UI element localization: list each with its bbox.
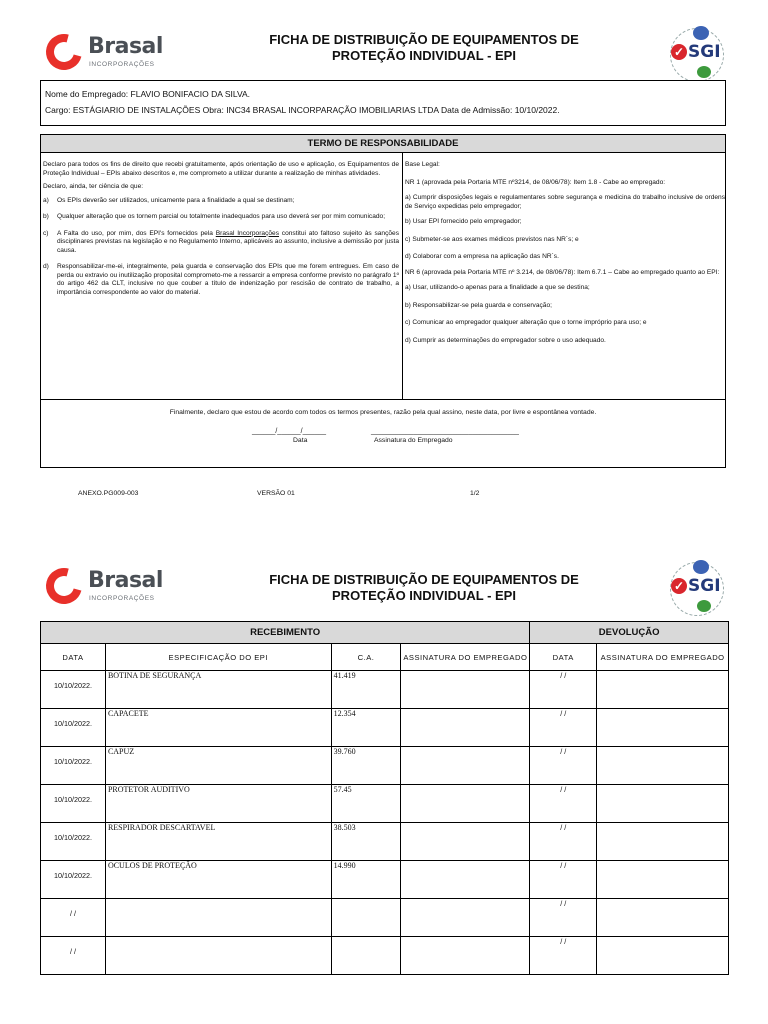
termo-item-b: b) Qualquer alteração que os tornem parcial ou totalmente inadequados para uso deverá ser por mim comunicado; <box>43 213 386 220</box>
legal-nr6-d: d) Cumprir as determinações do empregador sobre o uso adequado. <box>405 336 606 344</box>
brand-sub: INCORPORAÇÕES <box>89 61 155 68</box>
cell-spec: RESPIRADOR DESCARTAVEL <box>105 823 331 861</box>
col-ca: C.A. <box>331 644 401 671</box>
annex-code: ANEXO.PG009-003 <box>78 490 139 497</box>
brasal-logo <box>40 564 170 608</box>
brasal-logo <box>40 30 170 74</box>
cell-ca: 38.503 <box>331 823 401 861</box>
table-row <box>41 709 729 747</box>
cell-return-signature <box>597 823 729 861</box>
cell-ca <box>331 937 401 975</box>
signature-line: ______________________________________ <box>371 428 519 435</box>
cell-date: 10/10/2022. <box>41 785 106 823</box>
legal-nr1-c: c) Submeter-se aos exames médicos previstos nas NR´s; e <box>405 235 579 243</box>
page1-header <box>40 26 728 78</box>
cell-spec: CAPACETE <box>105 709 331 747</box>
cell-signature <box>401 747 530 785</box>
brasal-ring-icon <box>39 27 88 76</box>
brasal-ring-icon <box>39 561 88 610</box>
title-line2: PROTEÇÃO INDIVIDUAL - EPI <box>332 48 516 63</box>
table-row <box>41 671 729 709</box>
col-return-date: DATA <box>530 644 597 671</box>
termo-heading: TERMO DE RESPONSABILIDADE <box>41 135 725 153</box>
termo-intro: Declaro para todos os fins de direito que recebi gratuitamente, após orientação de uso e aplicação, os Equipamentos de Proteção Individual – EPIs abaixo descritos e, me comprometo a utilizar durante a realização de minhas atividades. <box>43 161 399 177</box>
date-label: Data <box>293 437 308 444</box>
legal-nr6-a: a) Usar, utilizando-o apenas para a finalidade a que se destina; <box>405 284 590 291</box>
cell-return-date: / / <box>530 747 597 785</box>
sgi-label: SGI <box>688 42 721 62</box>
signature-label: Assinatura do Empregado <box>374 437 453 444</box>
cell-return-date: / / <box>530 823 597 861</box>
group-recebimento: RECEBIMENTO <box>41 622 530 644</box>
termo-item-c: c) A Falta do uso, por mim, dos EPI's fornecidos pela Brasal Incorporações constitui ato faltoso sujeito às sanções disciplinares previstas na legislação e no Regulamento Interno, aplicáveis ao assunto, inclusive a demissão por justa causa. <box>43 229 400 254</box>
cell-signature <box>401 823 530 861</box>
table-row <box>41 937 729 975</box>
legal-nr6-c: c) Comunicar ao empregador qualquer alteração que o torne impróprio para uso; e <box>405 319 647 326</box>
cell-ca: 41.419 <box>331 671 401 709</box>
cell-date: 10/10/2022. <box>41 823 106 861</box>
cell-spec: BOTINA DE SEGURANÇA <box>105 671 331 709</box>
cell-return-date: / / <box>530 671 597 709</box>
employee-role: Cargo: ESTÁGIARIO DE INSTALAÇÕES Obra: INC34 BRASAL INCORPARAÇÃO IMOBILIARIAS LTDA Data de Admissão: 10/10/2022. <box>45 105 560 115</box>
title-line1: FICHA DE DISTRIBUIÇÃO DE EQUIPAMENTOS DE <box>269 572 579 587</box>
table-row <box>41 747 729 785</box>
employee-info <box>40 80 726 126</box>
page2-header <box>40 560 728 612</box>
cell-return-signature <box>597 899 729 937</box>
cell-spec <box>105 899 331 937</box>
table-row <box>41 785 729 823</box>
termo-item-a: a) Os EPIs deverão ser utilizados, unicamente para a finalidade a qual se destinam; <box>43 196 295 204</box>
legal-nr6: NR 6 (aprovada pela Portaria MTE nº 3.214, de 08/06/78): Item 6.7.1 – Cabe ao empregado quanto ao EPI: <box>405 268 720 276</box>
cell-ca: 57.45 <box>331 785 401 823</box>
cell-ca: 14.990 <box>331 861 401 899</box>
cell-return-signature <box>597 785 729 823</box>
col-return-signature: ASSINATURA DO EMPREGADO <box>597 644 729 671</box>
column-divider <box>402 153 403 399</box>
cell-date: 10/10/2022. <box>41 709 106 747</box>
sgi-logo <box>668 26 728 82</box>
sgi-bottom-icon <box>697 600 711 612</box>
version-label: VERSÃO 01 <box>257 490 295 497</box>
cell-return-date: / / <box>530 899 597 937</box>
cell-signature <box>401 709 530 747</box>
legal-nr1-a: a) Cumprir disposições legais e regulamentares sobre segurança e medicina do trabalho inclusive de ordens de Serviço expedidas pelo empregador; <box>405 194 725 210</box>
section-divider <box>41 399 725 400</box>
legal-nr1: NR 1 (aprovada pela Portaria MTE nº3214, de 08/06/78): Item 1.8 - Cabe ao empregado: <box>405 178 666 186</box>
check-icon: ✓ <box>671 44 687 60</box>
cell-return-signature <box>597 671 729 709</box>
cell-spec: OCULOS DE PROTEÇÃO <box>105 861 331 899</box>
cell-date: / / <box>41 937 106 975</box>
document-title <box>230 32 618 64</box>
cell-signature <box>401 785 530 823</box>
check-icon: ✓ <box>671 578 687 594</box>
cell-return-date: / / <box>530 937 597 975</box>
legal-base: Base Legal: <box>405 161 440 168</box>
final-declaration: Finalmente, declaro que estou de acordo com todos os termos presentes, razão pela qual assino, neste data, por livre e espontânea vontade. <box>169 409 597 416</box>
col-signature: ASSINATURA DO EMPREGADO <box>401 644 530 671</box>
termo-item-d: d) Responsabilizar-me-ei, integralmente, pela guarda e conservação dos EPIs que me forem entregues. Em caso de perda ou extravio ou inutilização proposital comprometo-me a ressarcir a empresa conforme previsto no parágrafo 1º do artigo 462 da CLT, inclusive no que couber a título de indenização por rescisão de contrato de trabalho, a importância correspondente ao valor do material. <box>43 263 399 296</box>
sgi-logo <box>668 560 728 616</box>
sgi-bottom-icon <box>697 66 711 78</box>
table-group-header <box>41 622 729 644</box>
brand-name: Brasal <box>88 568 163 593</box>
legal-nr1-b: b) Usar EPI fornecido pelo empregador; <box>405 218 522 225</box>
legal-nr1-d: d) Colaborar com a empresa na aplicação das NR´s. <box>405 253 559 260</box>
cell-date: 10/10/2022. <box>41 861 106 899</box>
cell-ca: 39.760 <box>331 747 401 785</box>
cell-signature <box>401 937 530 975</box>
col-spec: ESPECIFICAÇÃO DO EPI <box>105 644 331 671</box>
epi-table <box>40 621 729 975</box>
cell-signature <box>401 861 530 899</box>
table-row <box>41 861 729 899</box>
cell-return-signature <box>597 709 729 747</box>
cell-spec <box>105 937 331 975</box>
table-row <box>41 823 729 861</box>
termo-left <box>43 161 399 297</box>
title-line2: PROTEÇÃO INDIVIDUAL - EPI <box>332 588 516 603</box>
col-date: DATA <box>41 644 106 671</box>
sgi-top-icon <box>693 560 709 574</box>
cell-date: / / <box>41 899 106 937</box>
cell-return-date: / / <box>530 709 597 747</box>
table-column-header <box>41 644 729 671</box>
cell-spec: PROTETOR AUDITIVO <box>105 785 331 823</box>
cell-signature <box>401 671 530 709</box>
cell-spec: CAPUZ <box>105 747 331 785</box>
termo-right <box>405 161 725 350</box>
brand-sub: INCORPORAÇÕES <box>89 595 155 602</box>
cell-return-signature <box>597 861 729 899</box>
company-name: Brasal Incorporações <box>215 229 279 237</box>
cell-return-date: / / <box>530 785 597 823</box>
document-title <box>230 572 618 604</box>
date-line: ______/______/______ <box>252 428 326 435</box>
cell-return-signature <box>597 747 729 785</box>
table-row <box>41 899 729 937</box>
termo-box <box>40 134 726 468</box>
cell-ca <box>331 899 401 937</box>
cell-ca: 12.354 <box>331 709 401 747</box>
title-line1: FICHA DE DISTRIBUIÇÃO DE EQUIPAMENTOS DE <box>269 32 579 47</box>
cell-return-signature <box>597 937 729 975</box>
legal-nr6-b: b) Responsabilizar-se pela guarda e conservação; <box>405 301 552 309</box>
group-devolucao: DEVOLUÇÃO <box>530 622 729 644</box>
brand-name: Brasal <box>88 34 163 59</box>
page-number: 1/2 <box>470 490 480 497</box>
cell-signature <box>401 899 530 937</box>
employee-name: Nome do Empregado: FLAVIO BONIFACIO DA SILVA. <box>45 89 251 99</box>
cell-return-date: / / <box>530 861 597 899</box>
sgi-label: SGI <box>688 576 721 596</box>
sgi-top-icon <box>693 26 709 40</box>
cell-date: 10/10/2022. <box>41 747 106 785</box>
cell-date: 10/10/2022. <box>41 671 106 709</box>
termo-lead: Declaro, ainda, ter ciência de que: <box>43 183 144 190</box>
